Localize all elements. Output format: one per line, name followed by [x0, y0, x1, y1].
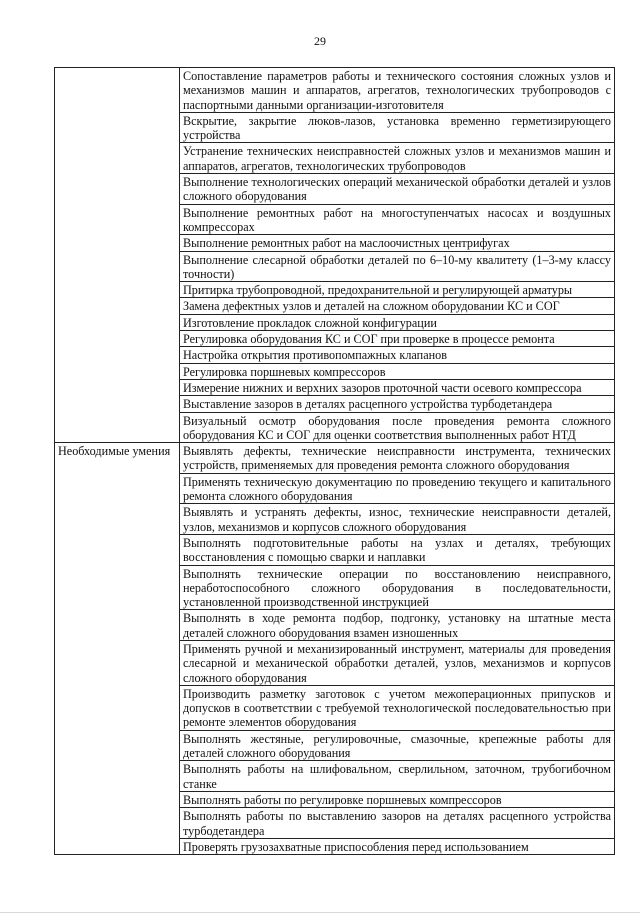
table-cell-item: Выполнять работы по выставлению зазоров на деталях расцепного устройства турбодетандера [180, 808, 615, 839]
table-cell-item: Выполнять работы по регулировке поршневых компрессоров [180, 791, 615, 807]
table-cell-item: Выполнение ремонтных работ на маслоочистных центрифугах [180, 235, 615, 251]
competency-table [54, 67, 615, 855]
table-cell-item: Визуальный осмотр оборудования после проведения ремонта сложного оборудования КС и СОГ для оценки соответствия выполненных работ НТД [180, 412, 615, 443]
table-cell-item: Выполнение ремонтных работ на многоступенчатых насосах и воздушных компрессорах [180, 204, 615, 235]
table-cell-item: Производить разметку заготовок с учетом межоперационных припусков и допусков в соответствии с требуемой технологической последовательностью при ремонте элементов оборудования [180, 685, 615, 730]
table-cell-item: Сопоставление параметров работы и технического состояния сложных узлов и механизмов машин и аппаратов, агрегатов, технологических трубопроводов с паспортными данными организации-изготовителя [180, 68, 615, 113]
table-row [55, 68, 615, 113]
table-row [55, 443, 615, 474]
table-cell-item: Выявлять и устранять дефекты, износ, технические неисправности деталей, узлов, механизмов и корпусов сложного оборудования [180, 504, 615, 535]
page-bottom-edge [0, 912, 640, 913]
table-cell-item: Притирка трубопроводной, предохранительной и регулирующей арматуры [180, 282, 615, 298]
section2-label: Необходимые умения [55, 443, 180, 855]
table-cell-item: Выполнение технологических операций механической обработки деталей и узлов сложного оборудования [180, 174, 615, 205]
table-cell-item: Изготовление прокладок сложной конфигурации [180, 314, 615, 330]
table-cell-item: Замена дефектных узлов и деталей на сложном оборудовании КС и СОГ [180, 298, 615, 314]
table-cell-item: Выполнять в ходе ремонта подбор, подгонку, установку на штатные места деталей сложного оборудования взамен изношенных [180, 610, 615, 641]
table-cell-item: Устранение технических неисправностей сложных узлов и механизмов машин и аппаратов, агрегатов, технологических трубопроводов [180, 143, 615, 174]
table-cell-item: Применять техническую документацию по проведению текущего и капитального ремонта сложного оборудования [180, 473, 615, 504]
table-cell-item: Настройка открытия противопомпажных клапанов [180, 347, 615, 363]
table-cell-item: Выставление зазоров в деталях расцепного устройства турбодетандера [180, 396, 615, 412]
table-cell-item: Выполнять работы на шлифовальном, сверлильном, заточном, трубогибочном станке [180, 761, 615, 792]
table-cell-item: Выполнять жестяные, регулировочные, смазочные, крепежные работы для деталей сложного оборудования [180, 730, 615, 761]
table-body [55, 68, 615, 855]
table-cell-item: Измерение нижних и верхних зазоров проточной части осевого компрессора [180, 379, 615, 395]
table-cell-item: Регулировка оборудования КС и СОГ при проверке в процессе ремонта [180, 331, 615, 347]
table-cell-item: Выполнять технические операции по восстановлению неисправного, неработоспособного сложного оборудования в последовательности, установленной производственной инструкцией [180, 565, 615, 610]
table-cell-item: Регулировка поршневых компрессоров [180, 363, 615, 379]
table-cell-item: Вскрытие, закрытие люков-лазов, установка временно герметизирующего устройства [180, 112, 615, 143]
section1-label [55, 68, 180, 443]
table-cell-item: Применять ручной и механизированный инструмент, материалы для проведения слесарной и механической обработки деталей, узлов, механизмов и корпусов сложного оборудования [180, 640, 615, 685]
page-number: 29 [314, 34, 326, 48]
table-cell-item: Выполнять подготовительные работы на узлах и деталях, требующих восстановления с помощью сварки и наплавки [180, 534, 615, 565]
table-cell-item: Проверять грузозахватные приспособления перед использованием [180, 838, 615, 854]
table-cell-item: Выявлять дефекты, технические неисправности инструмента, технических устройств, применяемых для проведения ремонта сложного оборудования [180, 443, 615, 474]
table-cell-item: Выполнение слесарной обработки деталей по 6–10-му квалитету (1–3-му классу точности) [180, 251, 615, 282]
